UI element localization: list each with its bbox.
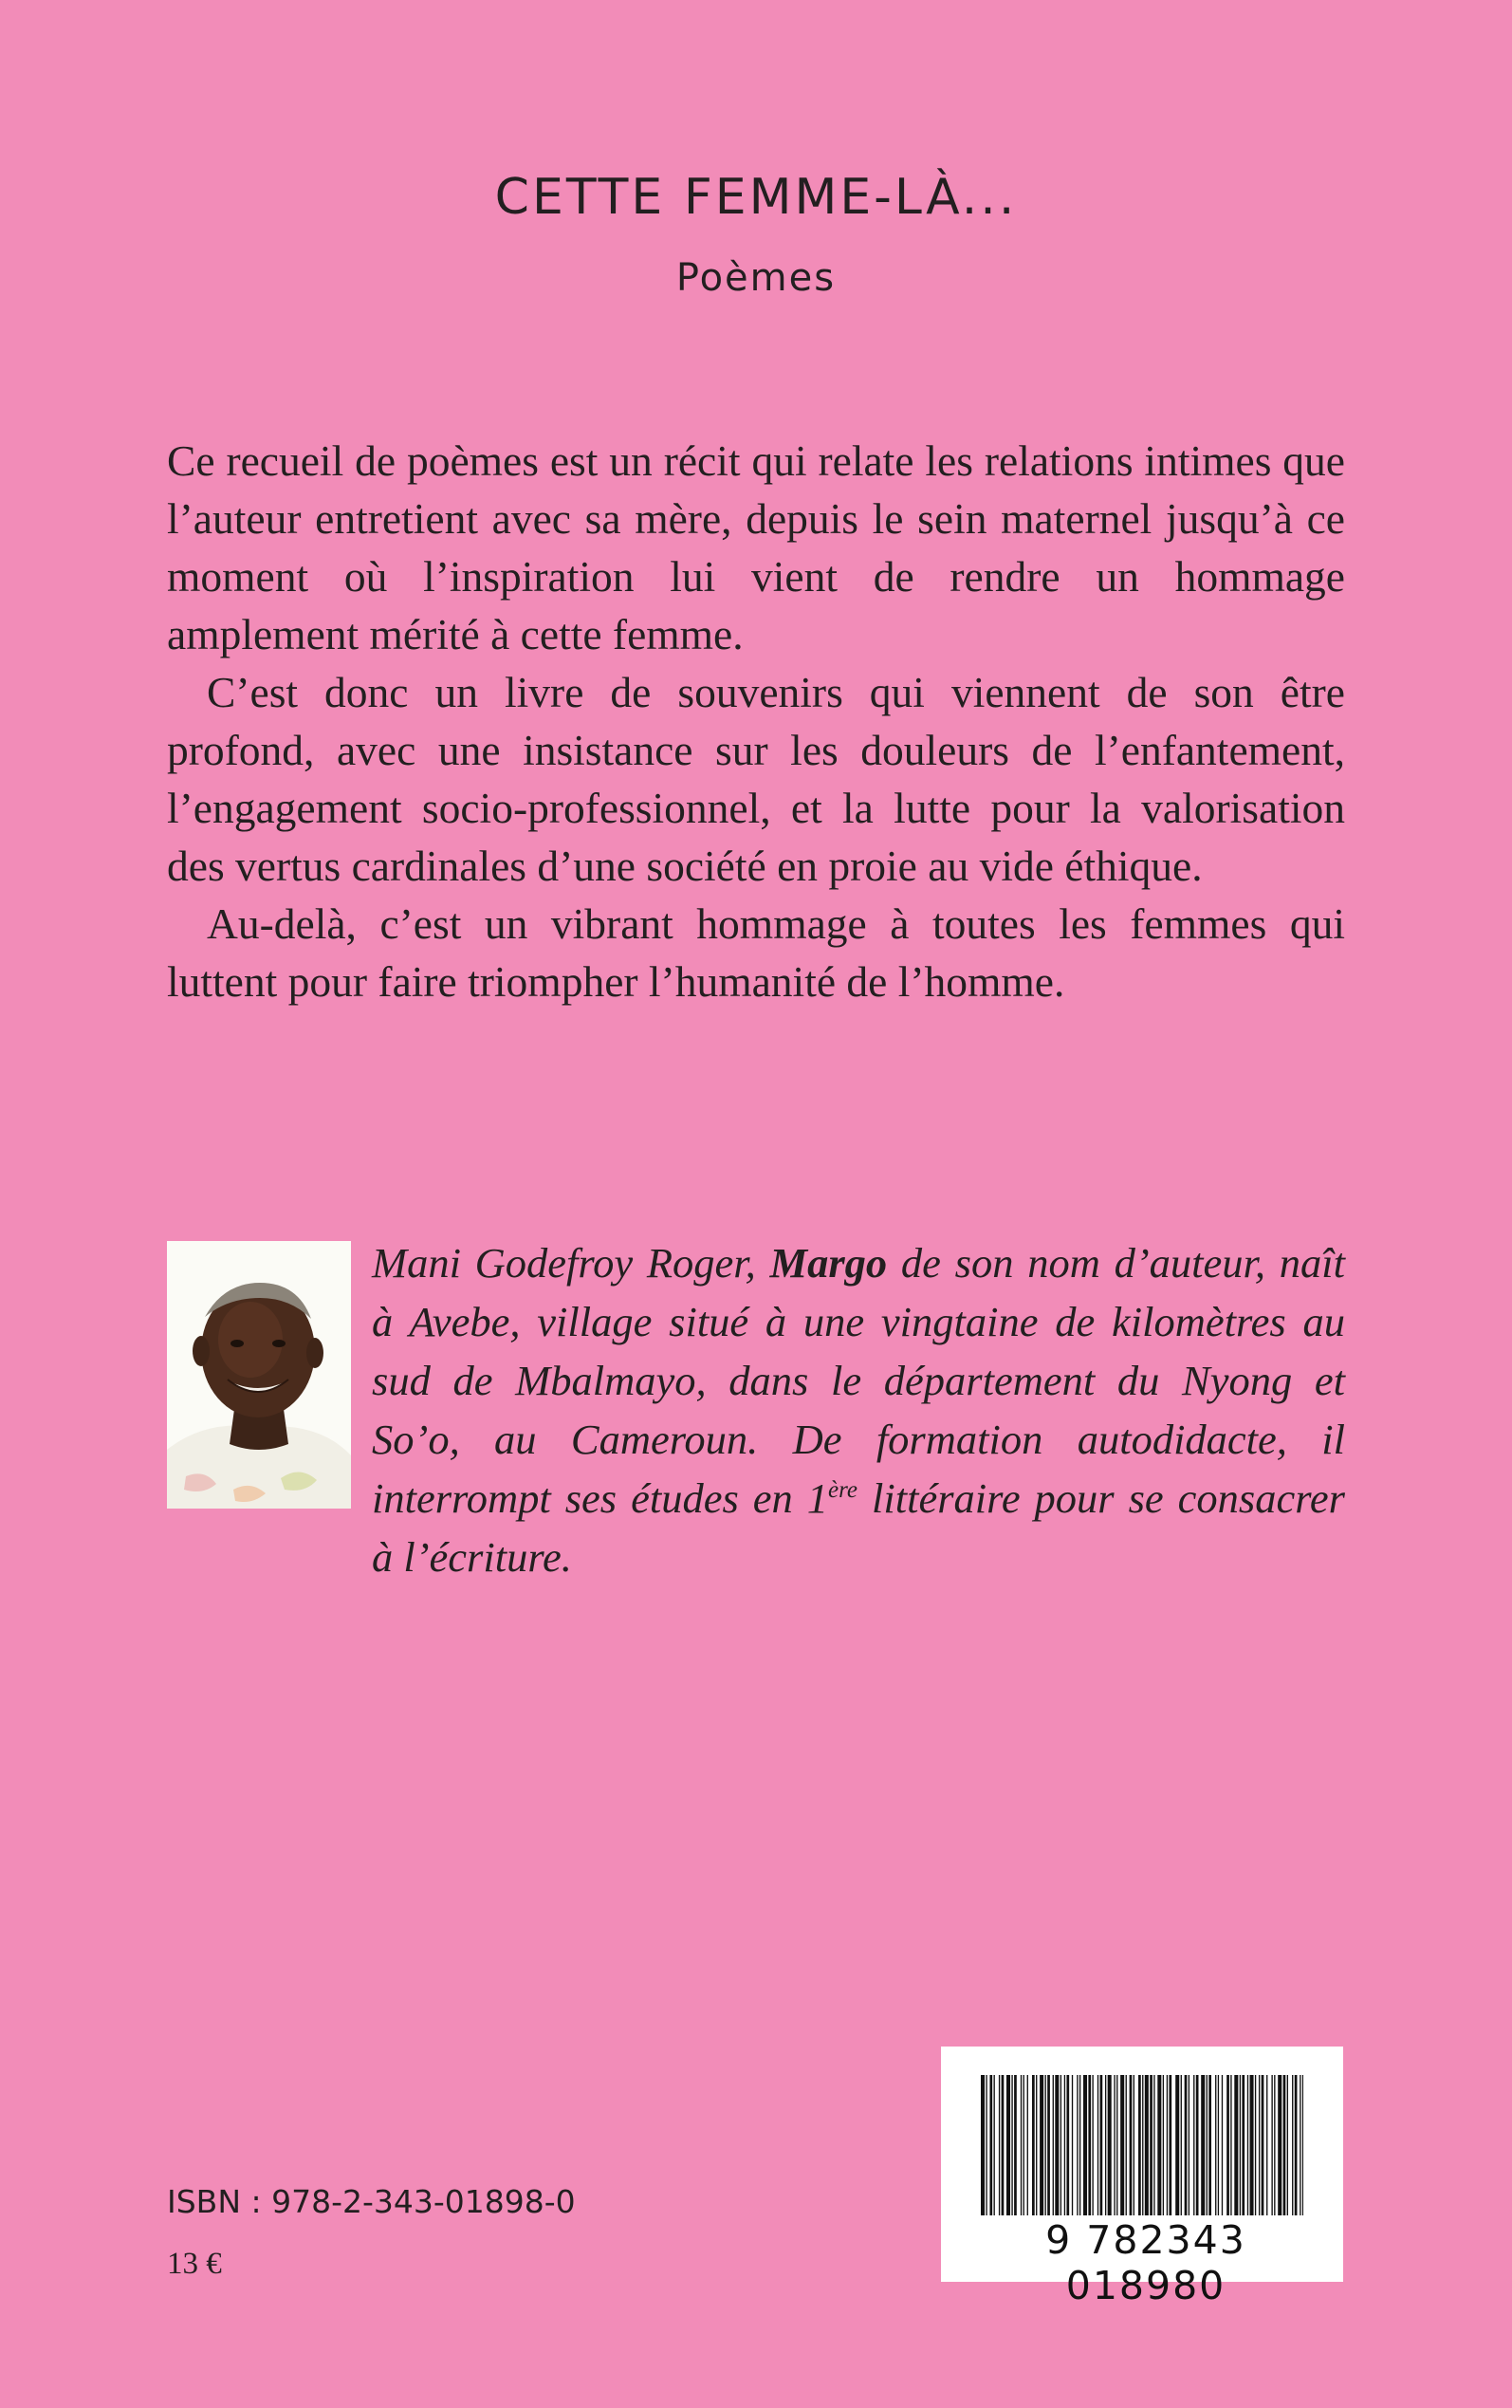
barcode-bar [1105, 2075, 1106, 2215]
isbn: ISBN : 978-2-343-01898-0 [167, 2183, 576, 2220]
barcode-bar [1002, 2075, 1005, 2215]
barcode-bar [1047, 2075, 1050, 2215]
barcode-bar [1088, 2075, 1091, 2215]
barcode-bar [994, 2075, 995, 2215]
barcode-bar [989, 2075, 992, 2215]
barcode-bar [1167, 2075, 1168, 2215]
book-subtitle: Poèmes [675, 256, 837, 300]
author-portrait-illustration [167, 1241, 351, 1509]
barcode-bar [981, 2075, 985, 2215]
blurb [167, 432, 1345, 1010]
barcode-bar [1255, 2075, 1256, 2215]
blurb-paragraph: Ce recueil de poèmes est un récit qui relate les relations intimes que l’auteur entretient avec sa mère, depuis le sein maternel jusqu’à ce moment où l’inspiration lui vient de rendre un hommage amplement mérité à cette femme. [167, 436, 1345, 658]
barcode-bar [1032, 2075, 1035, 2215]
bio-text: Mani Godefroy Roger, [372, 1239, 770, 1287]
barcode-bar [1302, 2075, 1303, 2215]
barcode-bar [1218, 2075, 1219, 2215]
barcode-bar [1126, 2075, 1127, 2215]
barcode-bar [1060, 2075, 1061, 2215]
barcode-bar [1193, 2075, 1194, 2215]
price: 13 € [167, 2247, 222, 2281]
barcode-bar [1006, 2075, 1010, 2215]
barcode-bar [1163, 2075, 1164, 2215]
barcode-bar [1045, 2075, 1046, 2215]
barcode-bar [1278, 2075, 1282, 2215]
barcode-bar [1072, 2075, 1073, 2215]
barcode-bar [1092, 2075, 1093, 2215]
barcode-bar [1266, 2075, 1267, 2215]
barcode-bar [1097, 2075, 1098, 2215]
barcode-bars [981, 2075, 1303, 2215]
barcode-bar [1274, 2075, 1275, 2215]
barcode-bar [1142, 2075, 1143, 2215]
barcode-bar [1130, 2075, 1133, 2215]
barcode-bar [1208, 2075, 1211, 2215]
bio-text: littéraire pour se consacrer à l’écriture. [372, 1474, 1345, 1581]
barcode-bar [1021, 2075, 1022, 2215]
barcode-bar [1053, 2075, 1054, 2215]
bio-text: de son nom d’auteur, naît à Avebe, village situé à une vingtaine de kilomètres au sud de Mbalmayo, dans le département du Nyong et So’o, au Cameroun. De formation autodidacte, il interrompt ses études en 1 [372, 1239, 1345, 1522]
barcode-bar [1215, 2075, 1216, 2215]
barcode-bar [1120, 2075, 1124, 2215]
barcode [941, 2047, 1343, 2308]
barcode-bar [1207, 2075, 1208, 2215]
barcode-bar [1259, 2075, 1260, 2215]
barcode-bar [1234, 2075, 1238, 2215]
barcode-bar [1247, 2075, 1248, 2215]
author-pen-name: Margo [769, 1239, 888, 1287]
barcode-bar [1114, 2075, 1115, 2215]
barcode-bar [1196, 2075, 1199, 2215]
barcode-bar [1083, 2075, 1087, 2215]
barcode-bar [1036, 2075, 1037, 2215]
barcode-bar [1077, 2075, 1078, 2215]
barcode-bar [1014, 2075, 1017, 2215]
barcode-bar [1240, 2075, 1241, 2215]
author-photo [167, 1241, 351, 1509]
barcode-bar [1175, 2075, 1179, 2215]
barcode-bar [1201, 2075, 1205, 2215]
barcode-bar [1064, 2075, 1065, 2215]
blurb-paragraph: C’est donc un livre de souvenirs qui viennent de son être profond, avec une insistance sur les douleurs de l’enfantement, l’engagement socio-professionnel, et la lutte pour la valorisation des vertus cardinales d’une société en proie au vide éthique. [167, 668, 1345, 890]
barcode-bar [1138, 2075, 1141, 2215]
barcode-bar [1023, 2075, 1024, 2215]
barcode-bar [1283, 2075, 1286, 2215]
barcode-bar [1226, 2075, 1229, 2215]
barcode-bar [1150, 2075, 1152, 2215]
barcode-bar [1222, 2075, 1223, 2215]
barcode-bar [1108, 2075, 1112, 2215]
barcode-bar [1040, 2075, 1043, 2215]
barcode-bar [1295, 2075, 1298, 2215]
barcode-bar [1181, 2075, 1182, 2215]
barcode-bar [1055, 2075, 1059, 2215]
ordinal-suffix: ère [828, 1477, 858, 1504]
barcode-bar [1116, 2075, 1117, 2215]
barcode-bar [1153, 2075, 1154, 2215]
book-title: CETTE FEMME-LÀ... [494, 169, 1018, 226]
barcode-bar [1066, 2075, 1069, 2215]
barcode-bar [1100, 2075, 1103, 2215]
barcode-bar [1011, 2075, 1012, 2215]
barcode-bar [1169, 2075, 1171, 2215]
author-bio [372, 1233, 1345, 1586]
barcode-bar [1185, 2075, 1188, 2215]
barcode-bar [1262, 2075, 1264, 2215]
barcode-bar [1027, 2075, 1028, 2215]
barcode-bar [1292, 2075, 1293, 2215]
barcode-bar [1271, 2075, 1272, 2215]
barcode-bar [1250, 2075, 1254, 2215]
barcode-bar [1287, 2075, 1288, 2215]
barcode-bar [1157, 2075, 1161, 2215]
blurb-paragraph: Au-delà, c’est un vibrant hommage à toutes les femmes qui luttent pour faire triompher l’humanité de l’homme. [167, 899, 1345, 1006]
barcode-bar [1145, 2075, 1149, 2215]
barcode-bar [1079, 2075, 1080, 2215]
barcode-bar [999, 2075, 1000, 2215]
barcode-bar [1242, 2075, 1245, 2215]
barcode-bar [1230, 2075, 1231, 2215]
barcode-digits: 9 782343 018980 [1045, 2217, 1246, 2308]
